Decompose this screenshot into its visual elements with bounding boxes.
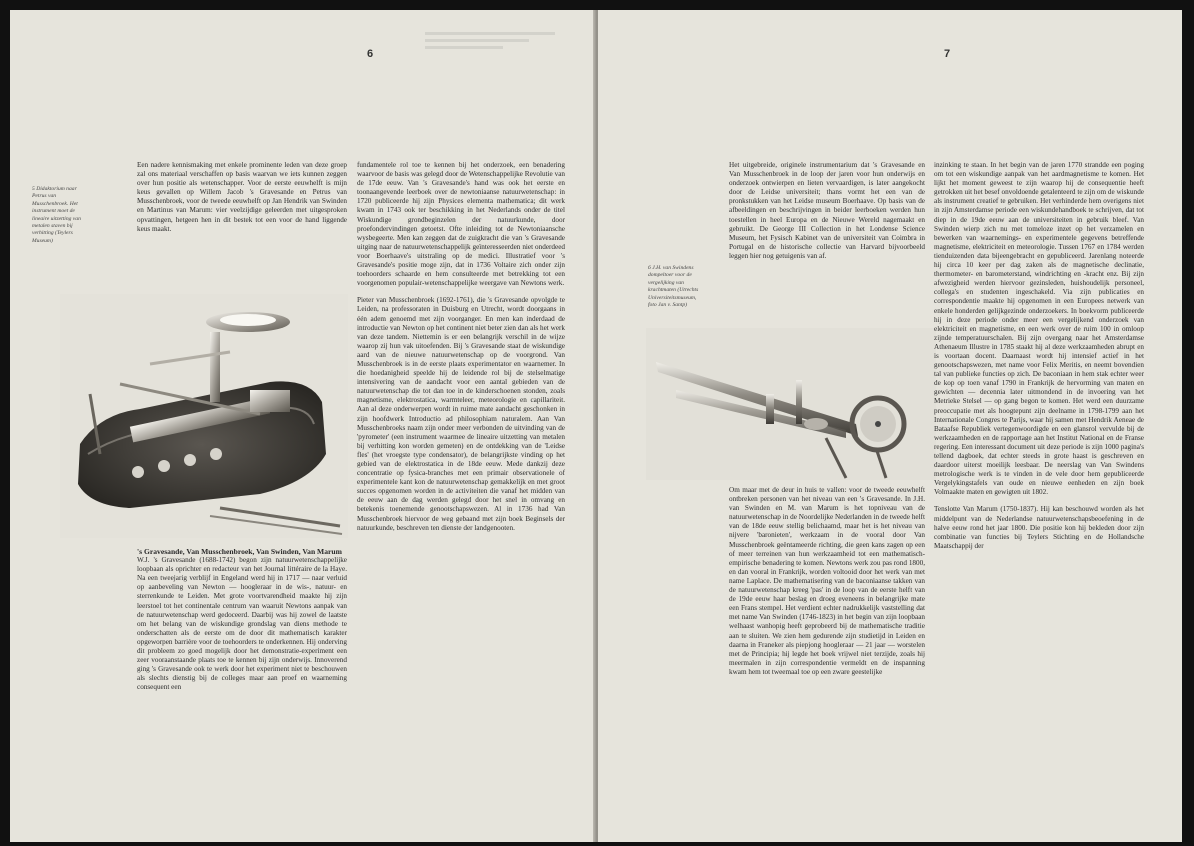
figure-caption: 6 J.H. van Swindens dompeltoer voor de vergelijking van krachtmaten (Utrechts Universiteitsmuseum, foto Jan v. Santp)	[648, 265, 699, 309]
text-column-2	[357, 161, 565, 541]
page-number: 7	[944, 48, 951, 60]
text-column-1	[137, 161, 347, 242]
text-column-2	[934, 161, 1144, 559]
right-page	[598, 10, 1182, 842]
bleed-through-text	[425, 32, 555, 60]
pyrometer-photo	[60, 294, 348, 538]
text-column-1-lower	[729, 486, 925, 685]
instrument-photo	[646, 328, 936, 480]
left-page	[10, 10, 595, 842]
text-column-1-lower	[137, 543, 347, 701]
figure-caption: 5 Didaktorium naar Petrus van Musschenbroek. Het instrument moet de lineaire uitzetting van metalen staven bij verhitting (Teylers Museum)	[32, 186, 81, 244]
body-paragraph-1: inzinking te staan. In het begin van de jaren 1770 strandde een poging om tot een wiskundige aanpak van het aardmagnetisme te komen. Het lijkt het moment geweest te zijn waarop hij de consequentie heeft getrokken uit het besef onvoldoende getalenteerd te zijn om de wiskunde als instrument creatief te gebruiken. Het verhinderde hem overigens niet in zijn Amsterdamse periode een wiskundehandboek te schrijven, dat tot diep in de 19de eeuw aan de universiteiten in gebruik bleef. Van Swinden wierp zich nu met tomeloze inzet op het verzamelen en bewerken van waarnemings- en experimentele gegevens betreffende magnetisme, elektriciteit en meteorologie. Tussen 1767 en 1784 werden tienduizenden data bijeengebracht en gepubliceerd. Jarenlang noteerde hij circa 10 keer per dag zaken als de magnetische declinatie, thermometer- en barometerstand, windrichting en -kracht enz. Bij zijn afwezigheid werden hiervoor gezinsleden, huishoudelijk personeel, collega's en studenten ingeschakeld. Via zijn publicaties en correspondentie maakte hij opgenomen in een Europees netwerk van enkele honderden gelijkgezinde onderzoekers. In boekvorm publiceerde hij in deze periode onder meer een vergelijkend onderzoek van elektriciteit en magnetisme, en een werk over de ruim 100 in omloop zijnde temperatuurschalen. Bij zijn overgang naar het Amsterdamse Athenaeum Illustre in 1785 staakt hij al deze werkzaamheden abrupt en is voortaan docent. Daarnaast wordt hij intensief actief in het genootschapswezen, met name voor Felix Meritis, en neemt bovendien tal van publieke functies op zich. De baconiaan in hem stak echter weer de kop op toen vanaf 1790 in Frankrijk de hervorming van maten en gewichten — decennia later uitmondend in de invoering van het Metrieke Stelsel — op gang begon te komen. Het werd een duurzame preoccupatie met als hoogtepunt zijn deelname in 1798-1799 aan het Internationale Congres te Parijs, waar hij samen met Hendrik Aeneae de Bataafse Republiek vertegenwoordigde en een glansrol vervulde bij de werkzaamheden en de rapportage aan het Institut National en de Franse regering. Een interessant document uit deze periode is zijn 1000 pagina's tellend dagboek, dat echter steeds in grote haast is geschreven en daardoor uiterst moeilijk leesbaar. De neerslag van Van Swindens metrologische werk is te vinden in de vele door hem gepubliceerde Vergelykingstafels van oude en nieuwe eenheden en zijn boek Volmaakte maten en gewigten uit 1802.	[934, 161, 1144, 497]
body-paragraph-1: fundamentele rol toe te kennen bij het onderzoek, een benadering waarvoor de basis was gelegd door de Wetenschappelijke Revolutie van de 17de eeuw. Van 's Gravesande's hand was ook het eerste en toonaangevende leerboek over de newtoniaanse natuurwetenschap: in 1720 publiceerde hij zijn Physices elementa mathematica; dit werk kwam in 1743 ook ter beschikking in het Nederlands onder de titel Wiskundige grondbeginzelen der natuurkunde, door proefondervindingen getoetst. Ofte inleiding tot de Newtoniaansche wysbegeerte. Men kan zeggen dat de zuigkracht die van 's Gravesande uitging naar de natuurwetenschappelijk geïnteresseerden niet onderdeed voor Boerhaave's uitstraling op de medici. Illustratief voor 's Gravesande's positie moge zijn, dat in 1736 Voltaire zich onder zijn toehoorders schaarde en hem consulteerde met betrekking tot een voorgenomen populair-wetenschappelijke weergave van Newtons werk.	[357, 161, 565, 288]
section-heading: 's Gravesande, Van Musschenbroek, Van Swinden, Van Marum	[137, 547, 342, 556]
body-paragraph: W.J. 's Gravesande (1688-1742) begon zijn natuurwetenschappelijke loopbaan als oprichter en redacteur van het Journal littéraire de la Haye. Na een tweejarig verblijf in Engeland werd hij in 1717 — naar verluid op aanbeveling van Newton — hoogleraar in de wis-, natuur- en sterrenkunde te Leiden. Met grote voortvarendheid maakte hij zijn leerstoel tot het continentale centrum van waaruit Newtons aanpak van de natuurwetenschap werd gedoceerd. Daarbij was hij zowel de laatste om het belang van de wiskundige grondslag van diens methode te onderschatten als de eerste om de door dit mathematisch karakter opgeworpen barrière voor de toehoorders te onderkennen. Hij onderving dit probleem zo goed mogelijk door het demonstratie-experiment een zeer vooraanstaande plaats toe te kennen bij zijn onderwijs. Innoverend ging 's Gravesande ook te werk door het experiment niet te beschouwen als slechts dienstig bij de colleges maar aan proef en waarneming consequent een	[137, 556, 347, 692]
body-paragraph-bottom: Om maar met de deur in huis te vallen: voor de tweede eeuwhelft ontbreken personen van het niveau van een 's Gravesande. In J.H. van Swinden en M. van Marum is het topniveau van de natuurwetenschap in de Noordelijke Nederlanden in de tweede helft van de 18de eeuw stellig belichaamd, maar het is het niveau van nijvere 'baronieten', werkzaam in de vooral door Van Musschenbroek geëntameerde richting, die geen kans zagen op een of meer terreinen van hun werkzaamheid tot een mathematisch-empirische benadering te komen. Newtons werk zou pas rond 1800, en dan vooral in Frankrijk, worden voltooid door het werk van met name Laplace. De mathematisering van de baconiaanse takken van de natuurwetenschap kreeg 'pas' in de loop van de eerste helft van de 19de eeuw haar beslag en droeg eveneens in belangrijke mate een Frans stempel. Het verdient echter nadrukkelijk vaststelling dat met name Van Swinden (1746-1823) in het begin van zijn loopbaan welhaast wanhopig heeft geprobeerd bij de mathematische traditie aan te sluiten. We zien hem gedurende zijn studietijd in Leiden en daarna in Franeker als piepjong hoogleraar — 21 jaar — worstelen met de Principia; hij legde het boek vrijwel niet terzijde, zoals hij meermalen in zijn correspondentie vermeldt en de inspanning kwam hem tot tweemaal toe op een zware geestelijke	[729, 486, 925, 676]
body-paragraph-2: Tenslotte Van Marum (1750-1837). Hij kan beschouwd worden als het middelpunt van de Nederlandse natuurwetenschapsbeoefening in de halve eeuw rond het jaar 1800. Die positie kon hij bekleden door zijn combinatie van functies bij Teylers Stichting en de Hollandsche Maatschappij der	[934, 505, 1144, 550]
intro-paragraph: Een nadere kennismaking met enkele prominente leden van deze groep zal ons materiaal verschaffen op basis waarvan we iets kunnen zeggen over hun positie als wetenschapper. Voor de eerste eeuwhelft is mijn keus gevallen op Willem Jacob 's Gravesande en Petrus van Musschenbroek, voor de tweede eeuwhelft op Jan Hendrik van Swinden en Martinus van Marum: vier veelzijdige geleerden met uitgesproken opvattingen, hetgeen hen in dit bestek tot een voor de hand liggende keus maakt.	[137, 161, 347, 233]
body-paragraph-top: Het uitgebreide, originele instrumentarium dat 's Gravesande en Van Musschenbroek in de loop der jaren voor hun onderwijs en onderzoek ontwierpen en lieten vervaardigen, is later aangekocht door de Leidse universiteit; thans vormt het een van de pronkstukken van het Leidse museum Boerhaave. Op basis van de afbeeldingen en beschrijvingen in beider leerboeken werden hun toestellen in heel Europa en de Nieuwe Wereld nagemaakt en gebruikt. De George III Collection in het Londense Science Museum, het Fysisch Kabinet van de universiteit van Coimbra in Portugal en de historische collectie van Harvard bijvoorbeeld leggen hier nog getuigenis van af.	[729, 161, 925, 260]
text-column-1	[729, 161, 925, 269]
page-number: 6	[367, 48, 374, 60]
body-paragraph-2: Pieter van Musschenbroek (1692-1761), die 's Gravesande opvolgde te Leiden, na professoraten in Duisburg en Utrecht, wordt doorgaans in één adem genoemd met zijn voorganger. En men kan inderdaad de introductie van Newton op het continent niet beter zien dan als het werk van deze tandem. Niettemin is er een belangrijk verschil in de wijze waarop zij hun vak uitoefenden. Bij 's Gravesande staat de wiskundige aard van de nieuwe natuurwetenschap op de voorgrond. Van Musschenbroek is in de eerste plaats experimentator en waarnemer. In die hoedanigheid speelde hij de leidende rol bij de stelselmatige intensivering van de aandacht voor een aantal gebieden van de natuurwetenschap die tot dan toe in de kinderschoenen stonden, zoals magnetisme, elektrostatica, warmteleer, meteorologie en capillariteit. Aan al deze onderwerpen wordt in ruime mate aandacht geschonken in zijn hoofdwerk Introductio ad philosophiam naturalem. Aan Van Musschenbroeks naam zijn onder meer verbonden de uitvinding van de 'pyrometer' (een instrument waarmee de lineaire uitzetting van metalen bij verhitting kon worden gemeten) en de ontdekking van de 'Leidse fles' (het vroegste type condensator), de belangrijkste vinding op het gebied van de elektrostatica in de 18de eeuw. Mede dankzij deze concentratie op fysica-branches met een primair observationele of experimentele kant kon de natuurwetenschap gemakkelijk en met groot succes opgenomen worden in de activiteiten die vanaf het midden van de eeuw aan de dag werden gelegd door het snel in omvang en betekenis toenemende genootschapswezen. Al in 1736 had Van Musschenbroek hiervoor de weg gebaand met zijn boek Beginsels der natuurkunde, beschreven ten dienste der landgenooten.	[357, 296, 565, 532]
